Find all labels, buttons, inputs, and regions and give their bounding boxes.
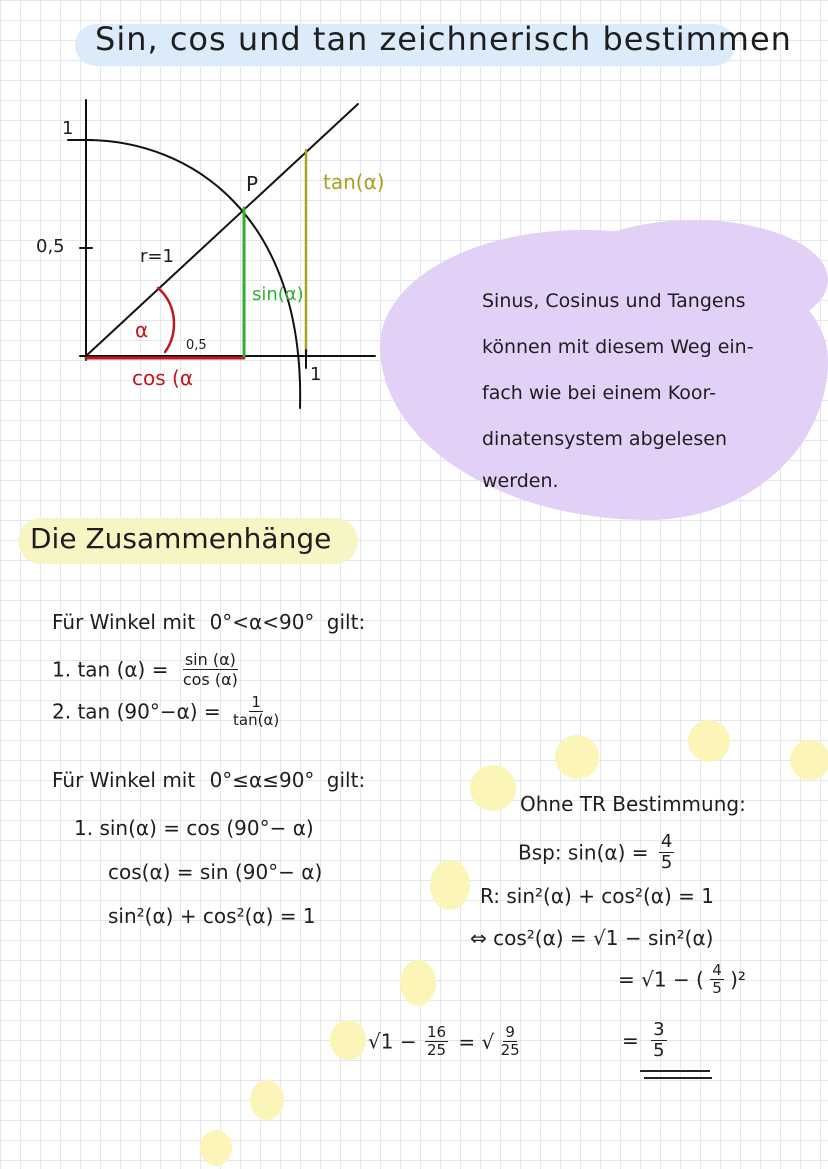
block1-formula-1	[52, 650, 238, 689]
example-sub-prefix: = √1 − (	[618, 967, 704, 992]
radius-label: r=1	[140, 246, 174, 267]
example-bsp-num: 4	[660, 831, 673, 852]
block1-f1-fraction	[183, 650, 238, 689]
block2-formula-3: sin²(α) + cos²(α) = 1	[108, 904, 316, 928]
block2-heading-prefix: Für Winkel mit	[52, 768, 196, 792]
block1-f1-lhs: 1. tan (α) =	[52, 657, 169, 682]
example-heading: Ohne TR Bestimmung:	[520, 792, 746, 816]
block1-heading-prefix: Für Winkel mit	[52, 610, 196, 634]
example-result-den: 5	[653, 1040, 665, 1061]
example-result	[622, 1020, 667, 1061]
block1-f2-den: tan(α)	[233, 711, 280, 729]
quarter-circle	[86, 140, 300, 408]
example-bsp-fraction	[659, 832, 674, 873]
block2-condition: 0°≤α≤90°	[209, 768, 315, 792]
block1-f1-num: sin (α)	[184, 650, 236, 669]
y-tick-label-1: 1	[62, 118, 74, 139]
example-bsp-prefix: Bsp: sin(α) =	[518, 840, 649, 865]
alpha-label: α	[135, 318, 149, 342]
block2-formula-1: 1. sin(α) = cos (90°− α)	[74, 816, 314, 840]
example-side-den1: 25	[426, 1041, 447, 1059]
block2-heading-suffix: gilt:	[326, 768, 366, 792]
example-side-num1: 16	[426, 1023, 447, 1041]
example-side-mid: = √	[458, 1029, 495, 1054]
result-underline-2	[644, 1077, 712, 1079]
result-underline-1	[640, 1070, 710, 1072]
example-line-sub	[618, 962, 746, 997]
example-sub-fraction	[710, 962, 724, 997]
y-tick-label-05: 0,5	[36, 236, 65, 257]
example-bsp	[518, 832, 674, 873]
x-tick-label-1: 1	[310, 364, 322, 385]
example-side-fraction-2	[501, 1024, 520, 1059]
block1-f2-fraction	[233, 694, 279, 729]
section-title: Die Zusammenhänge	[30, 522, 332, 555]
bubble-line: dinatensystem abgelesen	[482, 428, 727, 450]
example-sub-den: 5	[712, 979, 722, 997]
block1-f1-den: cos (α)	[182, 670, 238, 689]
example-side-fraction-1	[425, 1024, 448, 1059]
page-title: Sin, cos und tan zeichnerisch bestimmen	[95, 20, 792, 58]
sin-label: sin(α)	[252, 284, 304, 305]
bubble-line: Sinus, Cosinus und Tangens	[482, 290, 746, 312]
x-tick-label-05: 0,5	[186, 338, 207, 353]
block1-f2-lhs: 2. tan (90°−α) =	[52, 699, 221, 724]
example-side-den2: 25	[500, 1041, 520, 1059]
block2-heading	[52, 768, 365, 792]
bubble-line: werden.	[482, 470, 559, 492]
example-line-eq: ⇔ cos²(α) = √1 − sin²(α)	[470, 926, 714, 950]
example-line-r: R: sin²(α) + cos²(α) = 1	[480, 884, 714, 908]
example-bsp-den: 5	[660, 852, 673, 873]
block1-formula-2	[52, 694, 279, 729]
tan-label: tan(α)	[323, 170, 385, 194]
example-side-num2: 9	[505, 1023, 515, 1041]
example-side-prefix: √1 −	[368, 1029, 417, 1054]
block2-formula-2: cos(α) = sin (90°− α)	[108, 860, 323, 884]
point-p-label: P	[246, 172, 259, 196]
example-result-prefix: =	[622, 1028, 639, 1053]
example-sub-suffix: )²	[730, 967, 746, 992]
example-side-calc	[368, 1024, 520, 1059]
cos-label: cos (α	[132, 366, 193, 390]
block1-heading-suffix: gilt:	[326, 610, 366, 634]
block1-heading	[52, 610, 365, 634]
block1-f2-num: 1	[251, 693, 261, 711]
angle-ray	[86, 104, 358, 356]
angle-arc	[158, 288, 174, 352]
example-sub-num: 4	[712, 961, 722, 979]
example-result-num: 3	[653, 1019, 665, 1040]
bubble-line: fach wie bei einem Koor-	[482, 382, 716, 404]
bubble-line: können mit diesem Weg ein-	[482, 336, 754, 358]
block1-condition: 0°<α<90°	[209, 610, 315, 634]
example-result-fraction	[651, 1020, 666, 1061]
